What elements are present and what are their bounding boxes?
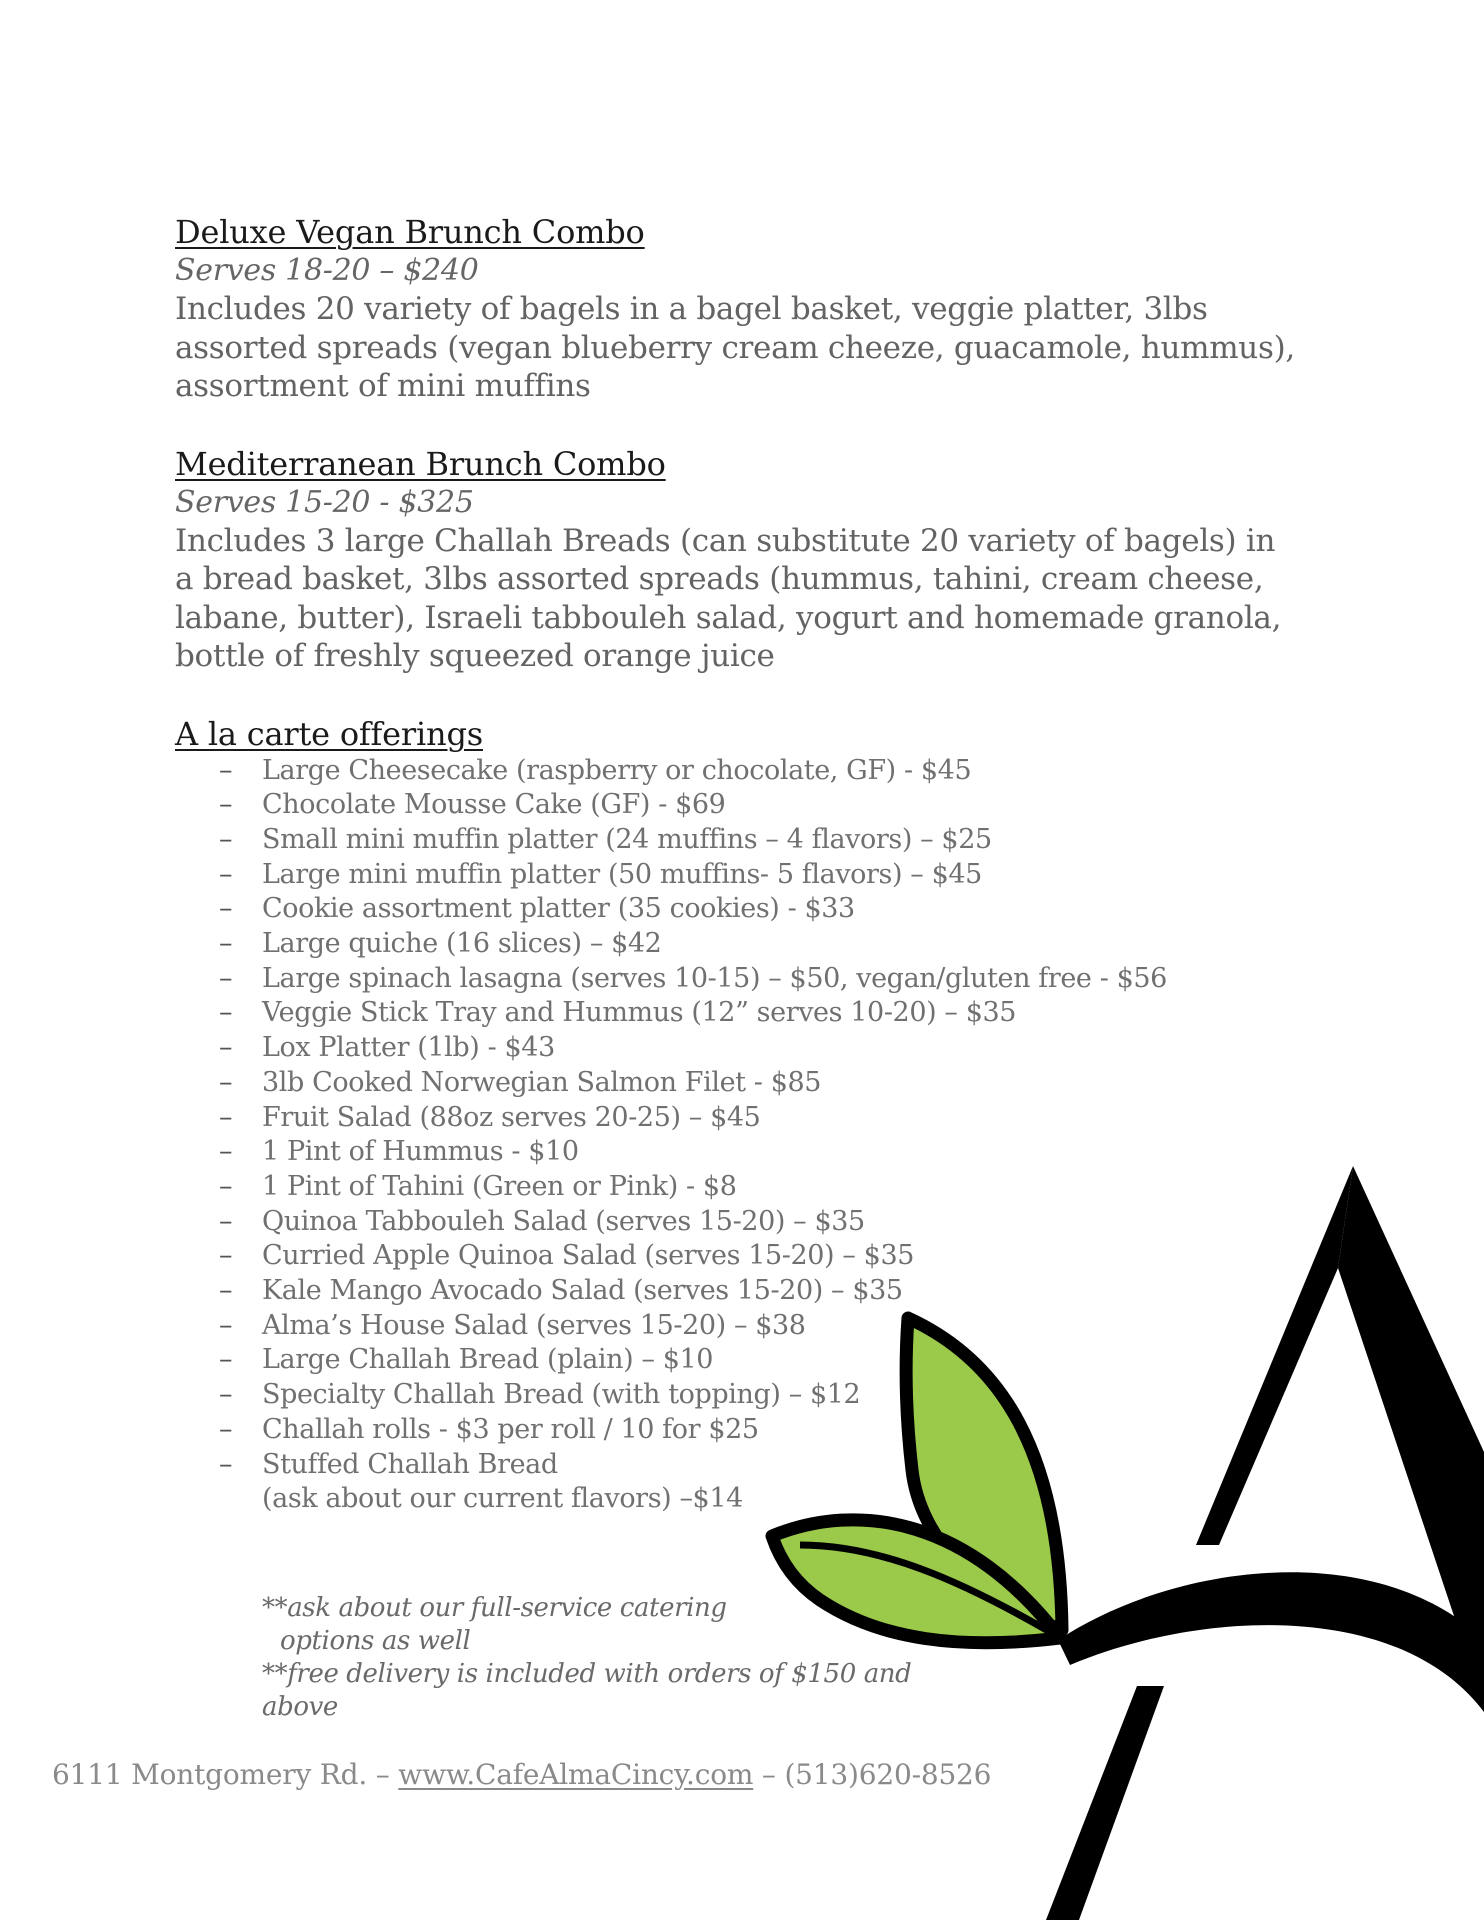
dash-bullet: – <box>219 754 233 786</box>
item-text: Stuffed Challah Bread <box>262 1448 558 1480</box>
item-text: Large Cheesecake (raspberry or chocolate, GF) - $45 <box>262 754 972 786</box>
section-description: Includes 3 large Challah Breads (can substitute 20 variety of bagels) in a bread basket, 3lbs assorted spreads (hummus, tahini, cream cheese, labane, butter), Israeli tabbouleh salad, yogurt and homemade granola, bottle of freshly squeezed orange juice <box>175 522 1282 674</box>
dash-bullet: – <box>219 1205 233 1237</box>
item-text: Fruit Salad (88oz serves 20-25) – $45 <box>262 1101 761 1133</box>
list-item <box>175 962 1295 997</box>
logo-a-lower-stroke <box>1046 1686 1164 1920</box>
item-text-line2: (ask about our current flavors) –$14 <box>262 1483 743 1515</box>
list-item <box>175 996 1295 1031</box>
dash-bullet: – <box>219 928 233 960</box>
dash-bullet: – <box>219 1309 233 1341</box>
dash-bullet: – <box>219 1170 233 1202</box>
list-item <box>175 1309 1295 1344</box>
item-text: Cookie assortment platter (35 cookies) - $33 <box>262 893 855 925</box>
item-text: 1 Pint of Hummus - $10 <box>262 1136 579 1168</box>
item-text: 1 Pint of Tahini (Green or Pink) - $8 <box>262 1170 737 1202</box>
item-text: Lox Platter (1lb) - $43 <box>262 1032 555 1064</box>
dash-bullet: – <box>219 1275 233 1307</box>
logo-stem-curve <box>1058 1572 1484 1712</box>
note-full-service: **ask about our full-service catering <box>262 1593 727 1623</box>
dash-bullet: – <box>219 1240 233 1272</box>
dash-bullet: – <box>219 997 233 1029</box>
dash-bullet: – <box>219 1448 233 1480</box>
dash-bullet: – <box>219 1032 233 1064</box>
section-title: Mediterranean Brunch Combo <box>175 444 666 483</box>
list-item <box>175 1066 1295 1101</box>
list-item <box>175 1031 1295 1066</box>
list-item <box>175 1343 1295 1378</box>
dash-bullet: – <box>219 1136 233 1168</box>
footer-contact <box>52 1758 991 1791</box>
item-text: Large quiche (16 slices) – $42 <box>262 928 662 960</box>
list-item <box>175 1170 1295 1205</box>
note-free-delivery: **free delivery is included with orders of $150 and above <box>262 1659 912 1722</box>
list-item <box>175 788 1295 823</box>
dash-bullet: – <box>219 1379 233 1411</box>
dash-bullet: – <box>219 858 233 890</box>
list-item <box>175 1239 1295 1274</box>
item-text: Specialty Challah Bread (with topping) – $12 <box>262 1379 861 1411</box>
dash-bullet: – <box>219 1344 233 1376</box>
list-item <box>175 927 1295 962</box>
list-item <box>175 1205 1295 1240</box>
section-mediterranean <box>175 444 1295 676</box>
section-deluxe-vegan <box>175 212 1295 406</box>
item-text: Veggie Stick Tray and Hummus (12” serves 10-20) – $35 <box>262 997 1017 1029</box>
website-link[interactable]: www.CafeAlmaCincy.com <box>398 1758 754 1791</box>
list-item <box>175 1413 1295 1448</box>
item-text: Challah rolls - $3 per roll / 10 for $25 <box>262 1413 759 1445</box>
list-item <box>175 754 1295 789</box>
footer-separator: – <box>753 1758 785 1791</box>
footer-phone: (513)620-8526 <box>784 1758 992 1791</box>
item-text: Quinoa Tabbouleh Salad (serves 15-20) – $35 <box>262 1205 865 1237</box>
item-text: Chocolate Mousse Cake (GF) - $69 <box>262 789 726 821</box>
dash-bullet: – <box>219 789 233 821</box>
list-item <box>175 858 1295 893</box>
list-item <box>175 1135 1295 1170</box>
list-item <box>175 1274 1295 1309</box>
menu-content <box>175 212 1295 1555</box>
footer-address: 6111 Montgomery Rd. <box>52 1758 368 1791</box>
item-text: Alma’s House Salad (serves 15-20) – $38 <box>262 1309 806 1341</box>
section-description: Includes 20 variety of bagels in a bagel basket, veggie platter, 3lbs assorted spreads (vegan blueberry cream cheeze, guacamole, hummus), assortment of mini muffins <box>175 291 1295 404</box>
section-alacarte <box>175 714 1295 1517</box>
list-item <box>175 892 1295 927</box>
note-full-service-cont: options as well <box>280 1626 471 1656</box>
dash-bullet: – <box>219 1101 233 1133</box>
alacarte-list <box>175 754 1295 1517</box>
serves-price: Serves 18-20 – $240 <box>175 253 479 288</box>
list-item <box>175 1101 1295 1136</box>
dash-bullet: – <box>219 1413 233 1445</box>
item-text: Large mini muffin platter (50 muffins- 5 flavors) – $45 <box>262 858 982 890</box>
section-title: A la carte offerings <box>175 714 483 753</box>
item-text: Large Challah Bread (plain) – $10 <box>262 1344 714 1376</box>
item-text: Curried Apple Quinoa Salad (serves 15-20) – $35 <box>262 1240 914 1272</box>
dash-bullet: – <box>219 1066 233 1098</box>
list-item <box>175 1448 1295 1517</box>
dash-bullet: – <box>219 823 233 855</box>
list-item <box>175 1378 1295 1413</box>
section-title: Deluxe Vegan Brunch Combo <box>175 213 645 251</box>
dash-bullet: – <box>219 893 233 925</box>
dash-bullet: – <box>219 962 233 994</box>
item-text: 3lb Cooked Norwegian Salmon Filet - $85 <box>262 1066 822 1098</box>
list-item <box>175 823 1295 858</box>
footer-separator: – <box>367 1758 399 1791</box>
catering-notes <box>262 1592 982 1724</box>
item-text: Kale Mango Avocado Salad (serves 15-20) – $35 <box>262 1275 903 1307</box>
item-text: Small mini muffin platter (24 muffins – 4 flavors) – $25 <box>262 823 992 855</box>
serves-price: Serves 15-20 - $325 <box>175 484 474 520</box>
item-text: Large spinach lasagna (serves 10-15) – $50, vegan/gluten free - $56 <box>262 962 1167 994</box>
